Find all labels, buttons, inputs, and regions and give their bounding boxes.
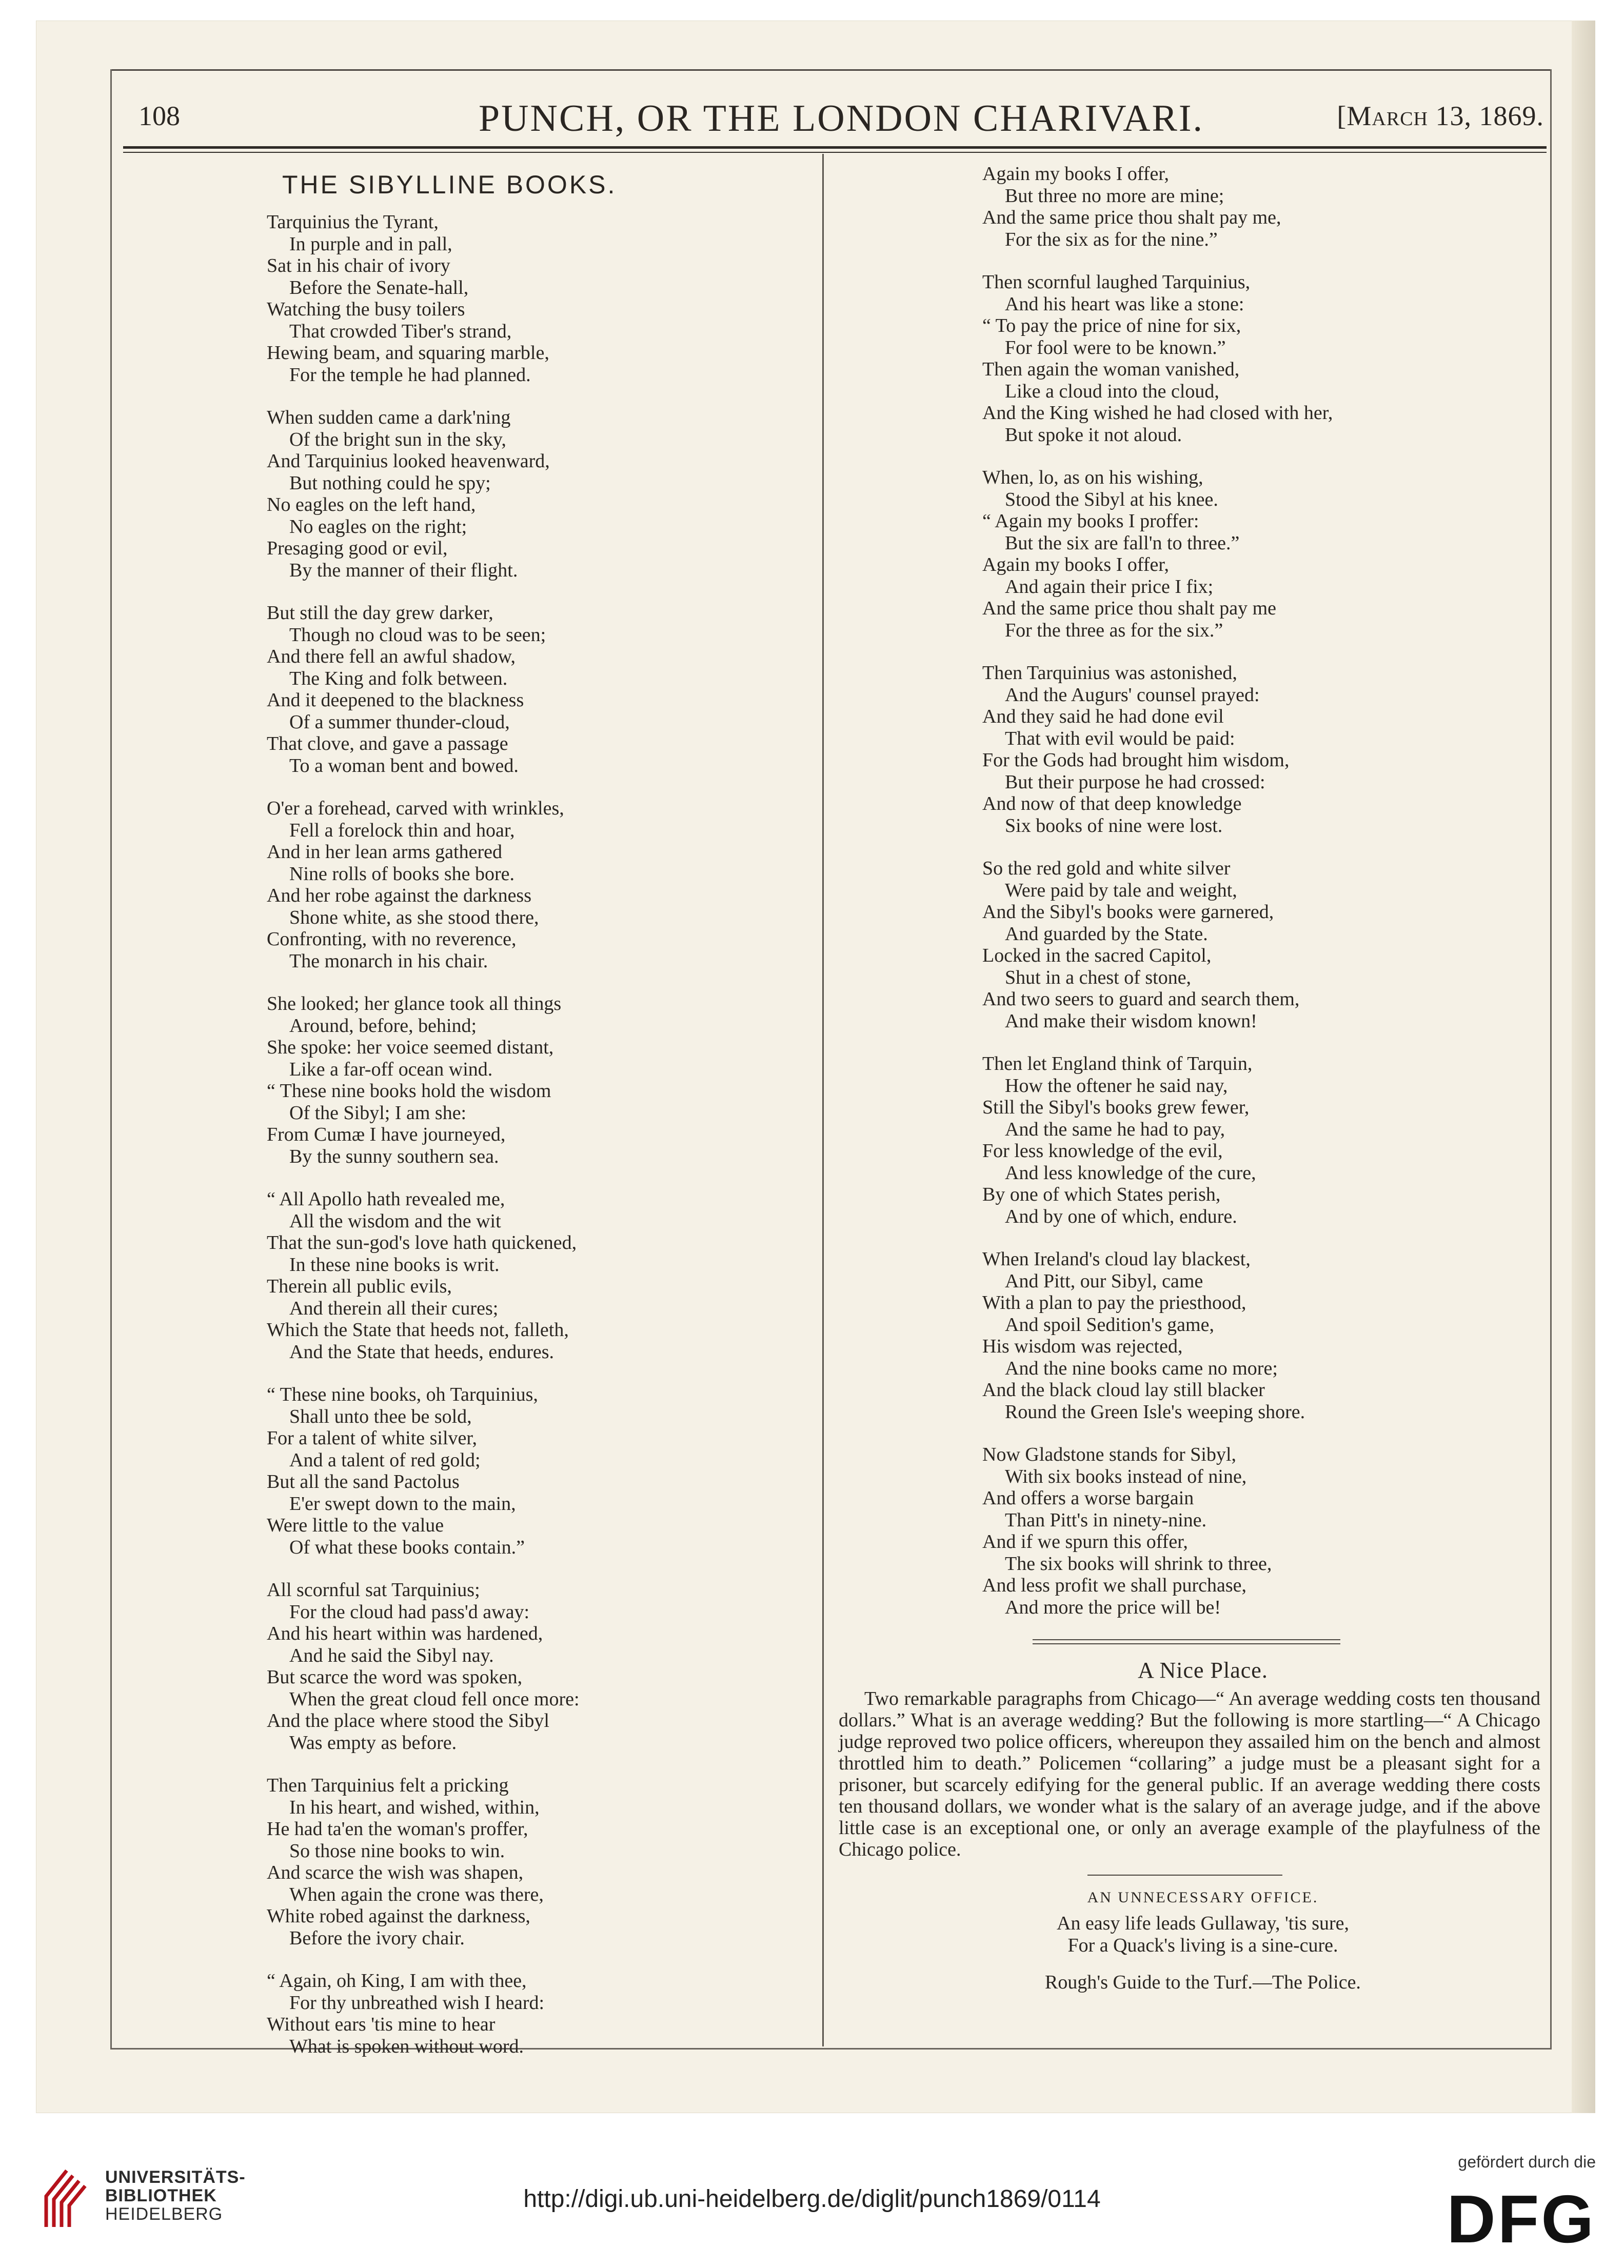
verse-line: And if we spurn this offer,	[982, 1531, 1188, 1553]
verse-line: “ All Apollo hath revealed me,	[267, 1188, 505, 1210]
stanza	[267, 1579, 805, 1754]
verse-line: Tarquinius the Tyrant,	[267, 211, 439, 233]
verse-line: And Tarquinius looked heavenward,	[267, 450, 550, 472]
verse-line: And her robe against the darkness	[267, 885, 532, 906]
verse-line: Again my books I offer,	[982, 163, 1169, 185]
masthead-title: PUNCH, OR THE LONDON CHARIVARI.	[478, 97, 1204, 140]
stanza	[982, 662, 1536, 837]
verse-line: O'er a forehead, carved with wrinkles,	[267, 798, 564, 819]
section-divider-double	[1033, 1639, 1340, 1644]
stanza	[982, 163, 1536, 250]
page-number: 108	[138, 101, 180, 131]
verse-line: And the same price thou shalt pay me,	[982, 207, 1281, 228]
header-rule-thin	[123, 152, 1547, 153]
verse-line: Then again the woman vanished,	[982, 359, 1240, 380]
verse-line: But still the day grew darker,	[267, 602, 493, 624]
verse-line: E'er swept down to the main,	[289, 1493, 516, 1515]
verse-line: Like a far-off ocean wind.	[289, 1058, 493, 1080]
verse-line: By the sunny southern sea.	[289, 1145, 499, 1167]
verse-line: So the red gold and white silver	[982, 858, 1231, 879]
dfg-logo: DFG	[1447, 2181, 1596, 2257]
verse-line: “ Again, oh King, I am with thee,	[267, 1970, 527, 1992]
verse-line: All the wisdom and the wit	[289, 1210, 501, 1232]
verse-line: For the three as for the six.”	[1005, 619, 1223, 641]
verse-line: But nothing could he spy;	[289, 472, 491, 494]
verse-line: “ These nine books, oh Tarquinius,	[267, 1384, 538, 1405]
verse-line: Presaging good or evil,	[267, 538, 448, 559]
stanza	[982, 1248, 1536, 1423]
verse-line: When sudden came a dark'ning	[267, 407, 511, 428]
verse-line: Shone white, as she stood there,	[289, 906, 539, 928]
verse-line: And therein all their cures;	[289, 1297, 499, 1319]
epigram-line-2: For a Quack's living is a sine-cure.	[1067, 1934, 1338, 1956]
verse-line: Locked in the sacred Capitol,	[982, 945, 1212, 966]
verse-line: For thy unbreathed wish I heard:	[289, 1992, 545, 2014]
verse-line: No eagles on the left hand,	[267, 494, 476, 515]
verse-line: That clove, and gave a passage	[267, 733, 508, 754]
stanza	[267, 798, 805, 972]
verse-line: And guarded by the State.	[1005, 923, 1208, 945]
verse-line: Fell a forelock thin and hoar,	[289, 819, 515, 841]
verse-line: In his heart, and wished, within,	[289, 1796, 540, 1818]
verse-line: He had ta'en the woman's proffer,	[267, 1818, 528, 1840]
verse-line: Sat in his chair of ivory	[267, 255, 450, 276]
verse-line: And the State that heeds, endures.	[289, 1341, 554, 1363]
verse-line: “ To pay the price of nine for six,	[982, 315, 1241, 336]
verse-line: And again their price I fix;	[1005, 575, 1214, 598]
verse-line: And scarce the wish was shapen,	[267, 1862, 524, 1883]
verse-line: The monarch in his chair.	[289, 950, 488, 972]
verse-line: And less profit we shall purchase,	[982, 1575, 1246, 1596]
verse-line: And spoil Sedition's game,	[1005, 1314, 1214, 1336]
verse-line: For a talent of white silver,	[267, 1427, 478, 1449]
verse-line: Without ears 'tis mine to hear	[267, 2014, 496, 2035]
verse-line: Of the Sibyl; I am she:	[289, 1102, 467, 1124]
stanza	[267, 602, 805, 777]
verse-line: Stood the Sibyl at his knee.	[1005, 488, 1218, 510]
nice-place-heading: A Nice Place.	[1138, 1658, 1268, 1683]
verse-line: She looked; her glance took all things	[267, 993, 562, 1014]
library-name-line-1: UNIVERSITÄTS-	[105, 2167, 246, 2187]
column-divider	[822, 154, 824, 2046]
verse-line: And in her lean arms gathered	[267, 841, 502, 863]
verse-line: The six books will shrink to three,	[1005, 1553, 1272, 1575]
stanza	[267, 1970, 805, 2057]
stanza	[982, 271, 1536, 446]
verse-line: Nine rolls of books she bore.	[289, 863, 515, 885]
verse-line: Then Tarquinius was astonished,	[982, 662, 1237, 684]
poem-stanzas-right	[982, 163, 1536, 1618]
verse-line: When again the crone was there,	[289, 1883, 544, 1905]
verse-line: But all the sand Pactolus	[267, 1471, 460, 1493]
verse-line: And by one of which, endure.	[1005, 1205, 1237, 1227]
issue-date: [March 13, 1869.	[1337, 101, 1544, 131]
stanza	[982, 1444, 1536, 1618]
verse-line: “ These nine books hold the wisdom	[267, 1080, 551, 1102]
verse-line: And he said the Sibyl nay.	[289, 1644, 494, 1666]
poem-stanzas-left	[267, 211, 805, 2057]
verse-line: For the six as for the nine.”	[1005, 228, 1218, 250]
verse-line: In these nine books is writ.	[289, 1254, 500, 1276]
verse-line: Of what these books contain.”	[289, 1536, 525, 1558]
verse-line: Were paid by tale and weight,	[1005, 879, 1237, 901]
verse-line: Than Pitt's in ninety-nine.	[1005, 1509, 1207, 1531]
stanza	[267, 1775, 805, 1949]
epigram-line-1: An easy life leads Gullaway, 'tis sure,	[1057, 1913, 1349, 1934]
epigram-heading: AN UNNECESSARY OFFICE.	[1087, 1888, 1319, 1906]
verse-line: No eagles on the right;	[289, 515, 467, 538]
verse-line: When Ireland's cloud lay blackest,	[982, 1248, 1251, 1270]
verse-line: Again my books I offer,	[982, 554, 1169, 575]
verse-line: Hewing beam, and squaring marble,	[267, 342, 549, 364]
verse-line: Shut in a chest of stone,	[1005, 966, 1192, 988]
verse-line: Though no cloud was to be seen;	[289, 624, 546, 646]
verse-line: But scarce the word was spoken,	[267, 1666, 523, 1688]
verse-line: Shall unto thee be sold,	[289, 1405, 472, 1427]
stanza	[982, 1053, 1536, 1227]
verse-line: But three no more are mine;	[1005, 185, 1224, 207]
verse-line: Before the Senate-hall,	[289, 276, 469, 299]
page-edge-shadow	[1572, 21, 1595, 2113]
stanza	[267, 211, 805, 386]
verse-line: And now of that deep knowledge	[982, 793, 1242, 814]
verse-line: What is spoken without word.	[289, 2035, 524, 2057]
verse-line: The King and folk between.	[289, 667, 508, 689]
verse-line: And two seers to guard and search them,	[982, 988, 1300, 1010]
funder-label: gefördert durch die	[1458, 2153, 1596, 2171]
verse-line: With a plan to pay the priesthood,	[982, 1292, 1246, 1314]
verse-line: And offers a worse bargain	[982, 1487, 1194, 1509]
verse-line: Before the ivory chair.	[289, 1927, 465, 1949]
verse-line: And make their wisdom known!	[1005, 1010, 1257, 1032]
section-divider	[1087, 1875, 1282, 1876]
closing-quip: Rough's Guide to the Turf.—The Police.	[1045, 1972, 1361, 1993]
verse-line: Then let England think of Tarquin,	[982, 1053, 1253, 1075]
verse-line: For the cloud had pass'd away:	[289, 1601, 530, 1623]
stanza	[267, 993, 805, 1167]
verse-line: Around, before, behind;	[289, 1014, 477, 1037]
verse-line: When the great cloud fell once more:	[289, 1688, 580, 1710]
verse-line: Round the Green Isle's weeping shore.	[1005, 1401, 1305, 1423]
epigram	[982, 1913, 1536, 1956]
verse-line: Of the bright sun in the sky,	[289, 428, 506, 450]
verse-line: White robed against the darkness,	[267, 1905, 530, 1927]
verse-line: When, lo, as on his wishing,	[982, 467, 1203, 488]
verse-line: In purple and in pall,	[289, 233, 452, 255]
verse-line: Of a summer thunder-cloud,	[289, 711, 510, 733]
left-column	[267, 169, 805, 2078]
nice-place-article: Two remarkable paragraphs from Chicago—“ An average wedding costs ten thousand dollars.” What is an average wedding? But the following is more startling—“ A Chicago judge reproved two police officers, whereupon they assailed him on the bench and almost throttled him to death.” Policemen “collaring” a judge must be a pleasant sight for a prisoner, but scarcely edifying for the general public. If an average wedding there costs ten thousand dollars, we wonder what is the salary of an average judge, and if the above little case is an exceptional one, or only an average example of the playfulness of the Chicago police.	[839, 1687, 1540, 1860]
verse-line: Now Gladstone stands for Sibyl,	[982, 1444, 1237, 1465]
verse-line: “ Again my books I proffer:	[982, 510, 1199, 532]
verse-line: And they said he had done evil	[982, 706, 1224, 727]
verse-line: Still the Sibyl's books grew fewer,	[982, 1097, 1250, 1118]
verse-line: That with evil would be paid:	[1005, 727, 1235, 749]
verse-line: To a woman bent and bowed.	[289, 754, 519, 777]
verse-line: And it deepened to the blackness	[267, 689, 524, 711]
verse-line: Then Tarquinius felt a pricking	[267, 1775, 509, 1796]
permalink-url[interactable]: http://digi.ub.uni-heidelberg.de/diglit/punch1869/0114	[523, 2185, 1101, 2213]
header-rule-thick	[123, 146, 1547, 149]
frame-right-rule	[1550, 69, 1552, 2049]
verse-line: And his heart was like a stone:	[1005, 293, 1244, 315]
stanza	[982, 467, 1536, 641]
verse-line: Confronting, with no reverence,	[267, 928, 517, 950]
page-header	[138, 97, 1544, 141]
verse-line: And the black cloud lay still blacker	[982, 1379, 1265, 1401]
verse-line: And his heart within was hardened,	[267, 1623, 543, 1644]
verse-line: And the King wished he had closed with her,	[982, 402, 1333, 424]
verse-line: That the sun-god's love hath quickened,	[267, 1232, 577, 1254]
frame-top-rule	[110, 69, 1552, 71]
verse-line: So those nine books to win.	[289, 1840, 505, 1862]
verse-line: And less knowledge of the cure,	[1005, 1162, 1256, 1184]
verse-line: Like a cloud into the cloud,	[1005, 380, 1219, 402]
stanza	[267, 1384, 805, 1558]
verse-line: His wisdom was rejected,	[982, 1336, 1183, 1357]
library-name-line-2: BIBLIOTHEK	[105, 2186, 217, 2205]
verse-line: She spoke: her voice seemed distant,	[267, 1037, 554, 1058]
verse-line: By the manner of their flight.	[289, 559, 518, 581]
verse-line: Six books of nine were lost.	[1005, 814, 1223, 837]
verse-line: From Cumæ I have journeyed,	[267, 1124, 506, 1145]
verse-line: How the oftener he said nay,	[1005, 1075, 1228, 1097]
verse-line: And the place where stood the Sibyl	[267, 1710, 549, 1732]
verse-line: And there fell an awful shadow,	[267, 646, 516, 667]
verse-line: And the same he had to pay,	[1005, 1118, 1225, 1140]
stanza	[267, 407, 805, 581]
verse-line: And the Augurs' counsel prayed:	[1005, 684, 1260, 706]
verse-line: And a talent of red gold;	[289, 1449, 481, 1471]
verse-line: Was empty as before.	[289, 1732, 457, 1754]
verse-line: And the nine books came no more;	[1005, 1357, 1278, 1379]
verse-line: That crowded Tiber's strand,	[289, 320, 512, 342]
verse-line: With six books instead of nine,	[1005, 1465, 1247, 1487]
verse-line: For fool were to be known.”	[1005, 336, 1226, 359]
library-name-line-3: HEIDELBERG	[105, 2204, 223, 2224]
verse-line: For the Gods had brought him wisdom,	[982, 749, 1290, 771]
digitization-footer	[0, 2124, 1624, 2268]
verse-line: For less knowledge of the evil,	[982, 1140, 1223, 1162]
verse-line: Watching the busy toilers	[267, 299, 465, 320]
verse-line: And more the price will be!	[1005, 1596, 1221, 1618]
verse-line: But the six are fall'n to three.”	[1005, 532, 1240, 554]
stanza	[267, 1188, 805, 1363]
stanza	[982, 858, 1536, 1032]
frame-left-rule	[110, 69, 112, 2049]
verse-line: And the same price thou shalt pay me	[982, 598, 1277, 619]
verse-line: Were little to the value	[267, 1515, 444, 1536]
verse-line: Which the State that heeds not, falleth,	[267, 1319, 569, 1341]
poem-title: THE SIBYLLINE BOOKS.	[282, 170, 617, 199]
verse-line: All scornful sat Tarquinius;	[267, 1579, 480, 1601]
verse-line: Then scornful laughed Tarquinius,	[982, 271, 1251, 293]
verse-line: But their purpose he had crossed:	[1005, 771, 1265, 793]
verse-line: But spoke it not aloud.	[1005, 424, 1182, 446]
verse-line: By one of which States perish,	[982, 1184, 1221, 1205]
verse-line: And Pitt, our Sibyl, came	[1005, 1270, 1203, 1292]
verse-line: And the Sibyl's books were garnered,	[982, 901, 1274, 923]
right-column	[839, 163, 1540, 1994]
verse-line: For the temple he had planned.	[289, 364, 531, 386]
verse-line: Therein all public evils,	[267, 1276, 452, 1297]
